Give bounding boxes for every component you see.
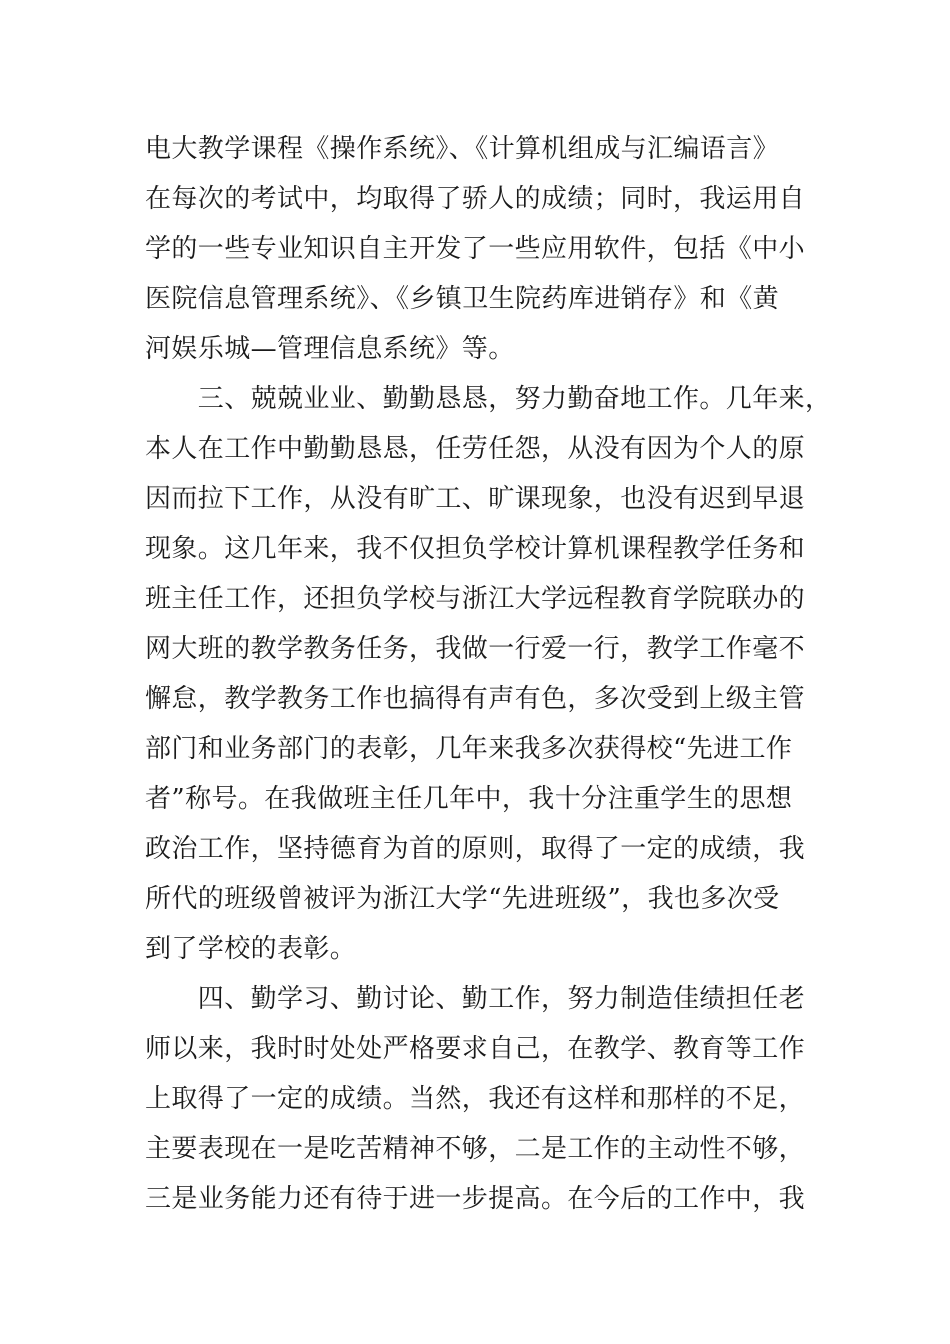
text-line: 现象。这几年来，我不仅担负学校计算机课程教学任务和 bbox=[145, 534, 806, 564]
text-line: 所代的班级曾被评为浙江大学“先进班级”，我也多次受 bbox=[145, 884, 780, 914]
text-line: 电大教学课程《操作系统》、《计算机组成与汇编语言》 bbox=[145, 134, 780, 164]
text-line: 学的一些专业知识自主开发了一些应用软件，包括《中小 bbox=[145, 234, 806, 264]
text-line: 政治工作，坚持德育为首的原则，取得了一定的成绩，我 bbox=[145, 834, 806, 864]
text-line: 到了学校的表彰。 bbox=[145, 934, 357, 964]
text-line: 在每次的考试中，均取得了骄人的成绩；同时，我运用自 bbox=[145, 184, 806, 214]
text-line: 网大班的教学教务任务，我做一行爱一行，教学工作毫不 bbox=[145, 634, 806, 664]
paragraph-start-line: 四、勤学习、勤讨论、勤工作，努力制造佳绩担任老 bbox=[145, 984, 806, 1014]
text-line: 医院信息管理系统》、《乡镇卫生院药库进销存》和《黄 bbox=[145, 284, 780, 314]
text-line: 懈怠，教学教务工作也搞得有声有色，多次受到上级主管 bbox=[145, 684, 806, 714]
text-line: 三是业务能力还有待于进一步提高。在今后的工作中，我 bbox=[145, 1184, 806, 1214]
text-line: 河娱乐城—管理信息系统》等。 bbox=[145, 334, 515, 364]
body-text bbox=[145, 124, 832, 1224]
text-line: 部门和业务部门的表彰，几年来我多次获得校“先进工作 bbox=[145, 734, 793, 764]
text-line: 班主任工作，还担负学校与浙江大学远程教育学院联办的 bbox=[145, 584, 806, 614]
paragraph-start-line: 三、兢兢业业、勤勤恳恳，努力勤奋地工作。几年来， bbox=[145, 384, 832, 414]
text-line: 因而拉下工作，从没有旷工、旷课现象，也没有迟到早退 bbox=[145, 484, 806, 514]
text-line: 者”称号。在我做班主任几年中，我十分注重学生的思想 bbox=[145, 784, 793, 814]
text-line: 本人在工作中勤勤恳恳，任劳任怨，从没有因为个人的原 bbox=[145, 434, 806, 464]
text-line: 师以来，我时时处处严格要求自己，在教学、教育等工作 bbox=[145, 1034, 806, 1064]
text-line: 上取得了一定的成绩。当然，我还有这样和那样的不足， bbox=[145, 1084, 806, 1114]
text-line: 主要表现在一是吃苦精神不够，二是工作的主动性不够， bbox=[145, 1134, 806, 1164]
